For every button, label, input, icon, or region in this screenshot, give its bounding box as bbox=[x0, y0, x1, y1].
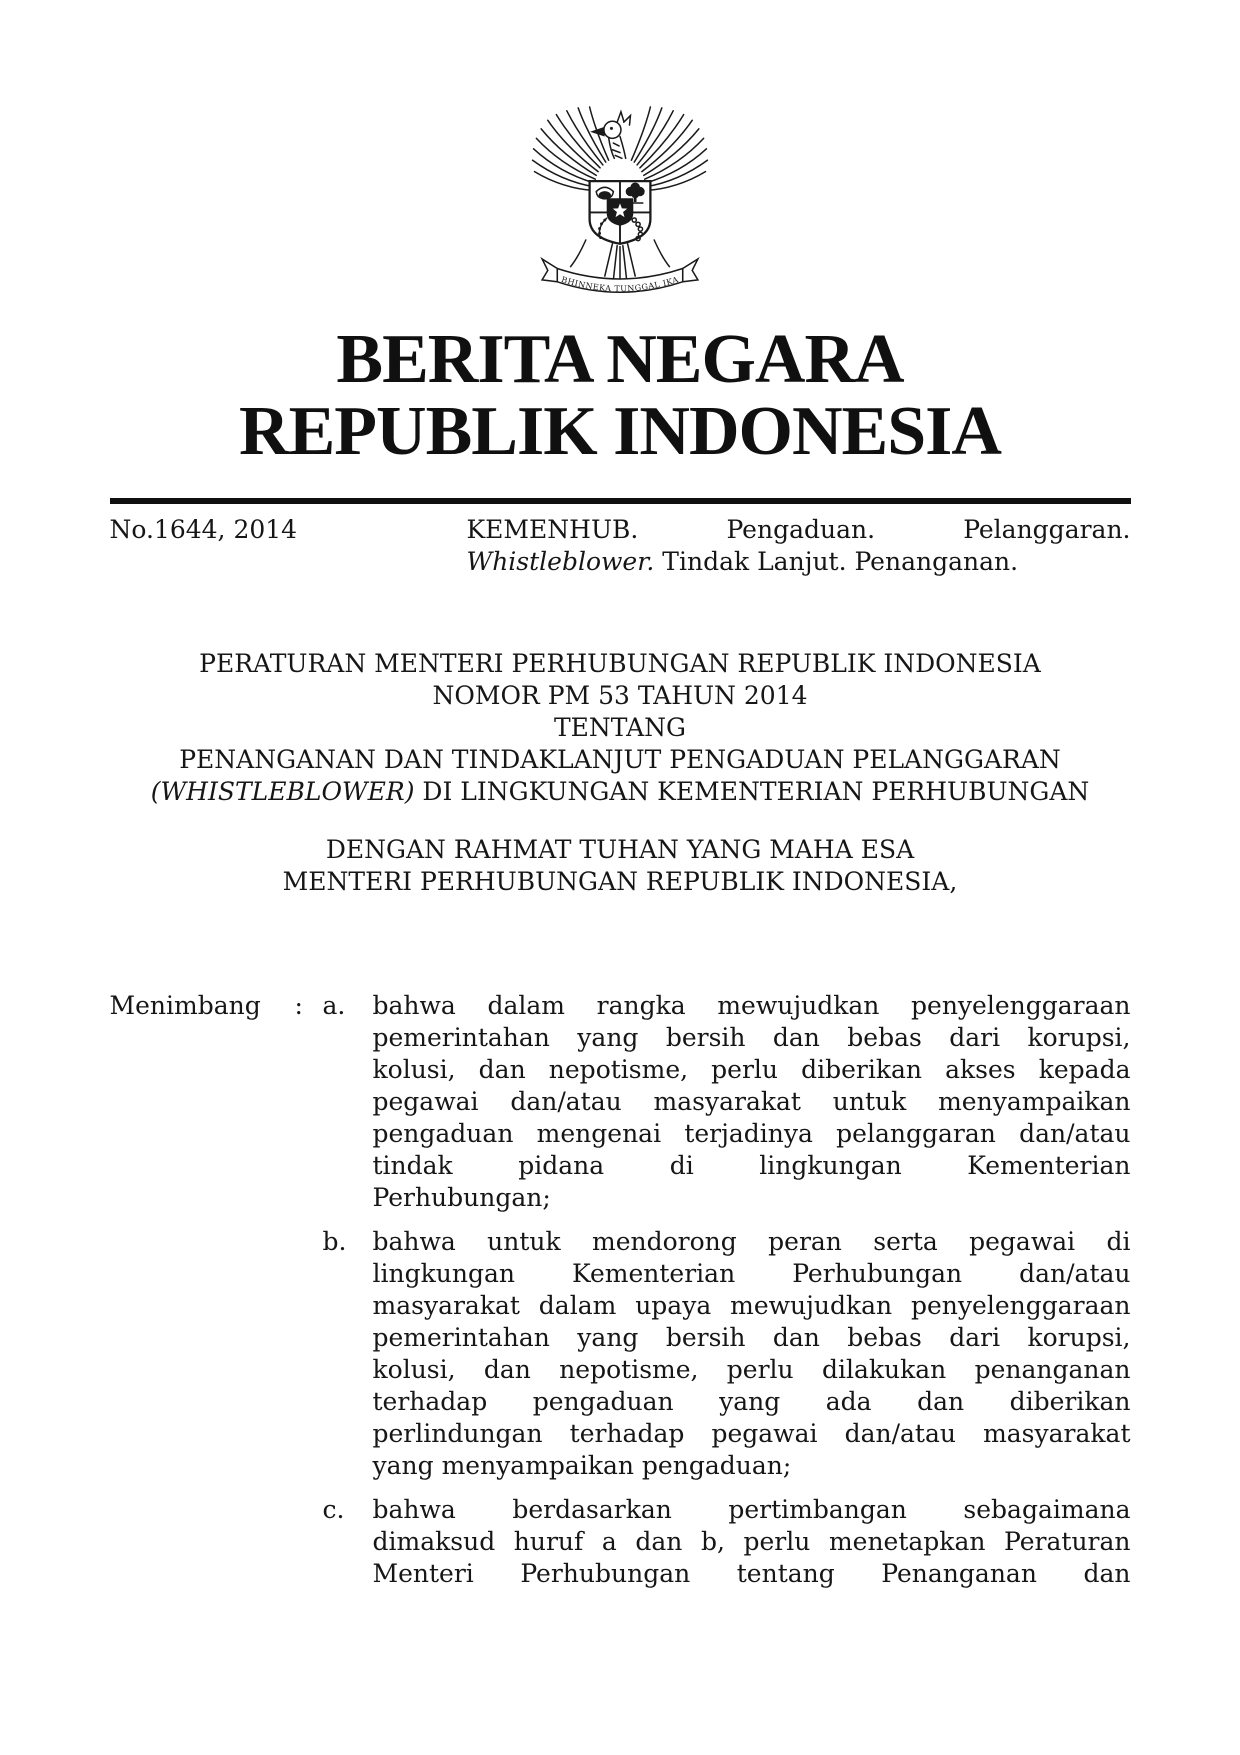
consideration-item bbox=[323, 990, 1131, 1214]
regulation-subject-line-2 bbox=[110, 776, 1131, 808]
considering-label: Menimbang bbox=[109, 991, 261, 1020]
consideration-line: dimaksud huruf a dan b, perlu menetapkan Peraturan bbox=[372, 1527, 1131, 1556]
subject-segment: Pengaduan. bbox=[726, 515, 876, 544]
consideration-line: pemerintahan yang bersih dan bebas dari korupsi, bbox=[372, 1323, 1131, 1352]
masthead-title-line1: BERITA NEGARA bbox=[336, 321, 904, 398]
consideration-line: pengaduan mengenai terjadinya pelanggaran dan/atau bbox=[372, 1119, 1131, 1148]
consideration-line: bahwa berdasarkan pertimbangan sebagaimana bbox=[372, 1495, 1131, 1524]
item-text bbox=[373, 990, 1131, 1214]
subject-line-1 bbox=[467, 514, 1131, 546]
consideration-item bbox=[323, 1226, 1131, 1482]
item-letter: c. bbox=[322, 1495, 345, 1524]
invocation-line: DENGAN RAHMAT TUHAN YANG MAHA ESA bbox=[325, 835, 915, 864]
item-letter: a. bbox=[322, 991, 346, 1020]
item-text bbox=[373, 1226, 1131, 1482]
regulation-subject-rest: DI LINGKUNGAN KEMENTERIAN PERHUBUNGAN bbox=[414, 777, 1090, 806]
consideration-line: kolusi, dan nepotisme, perlu dilakukan penanganan bbox=[372, 1355, 1131, 1384]
consideration-line: yang menyampaikan pengaduan; bbox=[372, 1451, 792, 1480]
consideration-line: bahwa dalam rangka mewujudkan penyelenggaraan bbox=[372, 991, 1131, 1020]
consideration-line: bahwa untuk mendorong peran serta pegawai di bbox=[372, 1227, 1131, 1256]
consideration-line: lingkungan Kementerian Perhubungan dan/atau bbox=[372, 1259, 1131, 1288]
motto-text: BHINNEKA TUNGGAL IKA bbox=[560, 275, 680, 294]
consideration-line: kolusi, dan nepotisme, perlu diberikan akses kepada bbox=[372, 1055, 1131, 1084]
consideration-line: terhadap pengaduan yang ada dan diberikan bbox=[372, 1387, 1131, 1416]
subject-italic-term: Whistleblower. bbox=[466, 547, 655, 576]
consideration-line: pegawai dan/atau masyarakat untuk menyampaikan bbox=[372, 1087, 1131, 1116]
issue-number: No.1644, 2014 bbox=[109, 515, 298, 544]
considering-separator: : bbox=[294, 991, 303, 1020]
item-letter: b. bbox=[322, 1227, 347, 1256]
regulation-number-line: NOMOR PM 53 TAHUN 2014 bbox=[432, 681, 808, 710]
shield-icon bbox=[590, 181, 651, 244]
authority-line: MENTERI PERHUBUNGAN REPUBLIK INDONESIA, bbox=[282, 867, 958, 896]
consideration-line: masyarakat dalam upaya mewujudkan penyelenggaraan bbox=[372, 1291, 1131, 1320]
item-text bbox=[373, 1494, 1131, 1590]
masthead-divider bbox=[110, 498, 1131, 504]
consideration-line: tindak pidana di lingkungan Kementerian bbox=[372, 1151, 1131, 1180]
subject-segment: KEMENHUB. bbox=[466, 515, 639, 544]
garuda-pancasila-emblem bbox=[525, 96, 715, 308]
subject-rest: Tindak Lanjut. Penanganan. bbox=[654, 547, 1019, 576]
consideration-line: perlindungan terhadap pegawai dan/atau masyarakat bbox=[372, 1419, 1131, 1448]
gazette-meta-row bbox=[110, 514, 1131, 578]
subject-line-2 bbox=[467, 546, 1131, 578]
regulation-title bbox=[110, 648, 1131, 808]
subject-segment: Pelanggaran. bbox=[963, 515, 1131, 544]
consideration-line: pemerintahan yang bersih dan bebas dari korupsi, bbox=[372, 1023, 1131, 1052]
subject-keywords bbox=[467, 514, 1131, 578]
regulation-title-line: PERATURAN MENTERI PERHUBUNGAN REPUBLIK INDONESIA bbox=[199, 649, 1041, 678]
considering-section bbox=[110, 990, 1131, 1602]
considering-items bbox=[323, 990, 1131, 1602]
invocation-block bbox=[110, 834, 1131, 898]
consideration-line: Menteri Perhubungan tentang Penanganan dan bbox=[372, 1559, 1131, 1588]
consideration-line: Perhubungan; bbox=[372, 1183, 551, 1212]
gazette-masthead bbox=[110, 321, 1131, 470]
regulation-tentang-line: TENTANG bbox=[553, 713, 686, 742]
masthead-title-line2: REPUBLIK INDONESIA bbox=[239, 393, 1001, 470]
right-wing-icon bbox=[631, 107, 707, 191]
regulation-subject-line: PENANGANAN DAN TINDAKLANJUT PENGADUAN PELANGGARAN bbox=[179, 745, 1061, 774]
whistleblower-italic: (WHISTLEBLOWER) bbox=[150, 777, 415, 806]
left-wing-icon bbox=[533, 107, 609, 191]
consideration-item bbox=[323, 1494, 1131, 1590]
